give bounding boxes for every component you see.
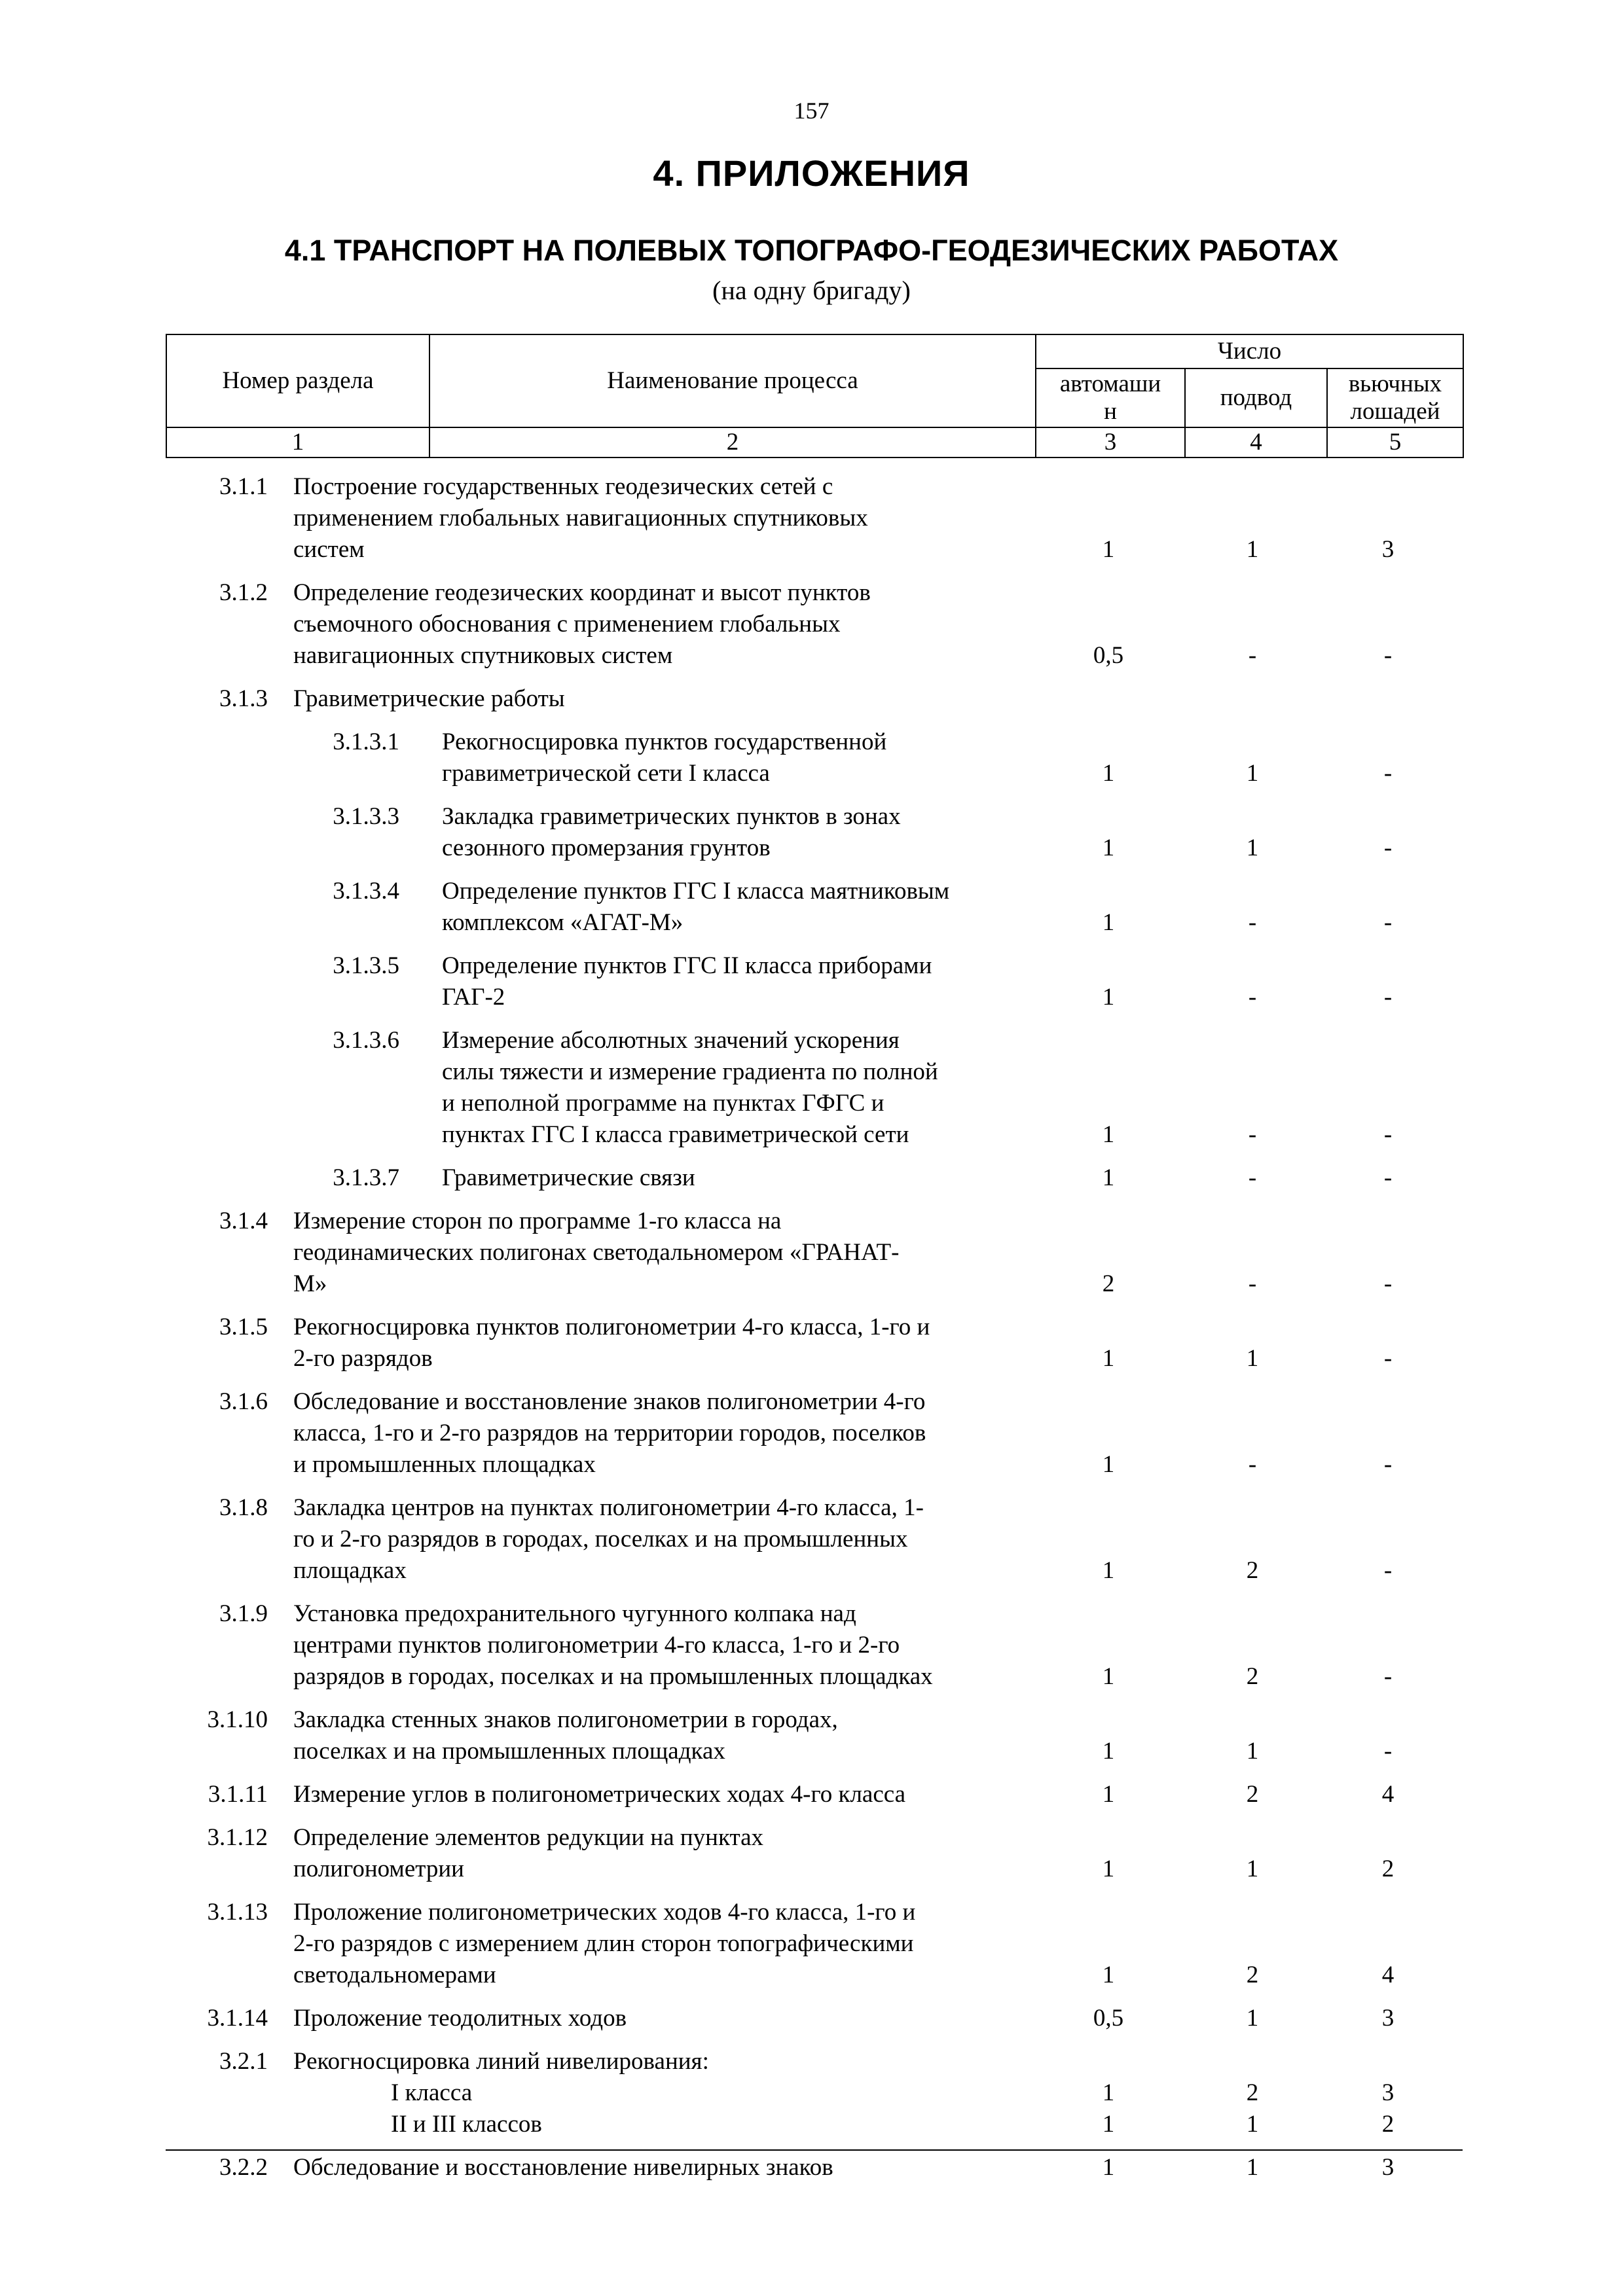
- row-values: [0, 2046, 1623, 2077]
- row-text-line: разрядов в городах, поселках и на промышленных площадках: [293, 1663, 933, 1690]
- row-values: [0, 2077, 1623, 2109]
- row-subsection-number: 3.1.3.6: [333, 1027, 399, 1054]
- row-value-horses: -: [1383, 1451, 1393, 1478]
- header-section-number: Номер раздела: [166, 334, 429, 427]
- section-subtitle: (на одну бригаду): [712, 276, 911, 305]
- row-value-cars: 0,5: [1093, 642, 1124, 669]
- row-text-line: Проложение теодолитных ходов: [293, 2005, 627, 2032]
- row-section-number: 3.1.4: [219, 1208, 268, 1234]
- row-values: [0, 2003, 1623, 2034]
- header-horses: [1327, 368, 1463, 427]
- row-section-number: 3.1.11: [208, 1781, 268, 1808]
- row-section-number: 3.1.14: [207, 2005, 268, 2032]
- row-text-line: навигационных спутниковых систем: [293, 642, 673, 669]
- row-section-number: 3.1.6: [219, 1388, 268, 1415]
- row-value-cars: 1: [1102, 2079, 1115, 2106]
- header-horses-line1: вьючных: [1348, 370, 1442, 397]
- table-row: [0, 577, 1623, 672]
- row-value-cars: 1: [1102, 1663, 1115, 1690]
- row-text-line: Гравиметрические связи: [442, 1164, 695, 1191]
- row-text-line: Рекогносцировка пунктов полигонометрии 4-го класса, 1-го и: [293, 1314, 930, 1340]
- row-value-cars: 1: [1102, 2154, 1115, 2181]
- row-value-horses: -: [1383, 909, 1393, 936]
- row-text-line: 2-го разрядов с измерением длин сторон топографическими: [293, 1930, 914, 1957]
- row-values: [0, 683, 1623, 715]
- row-section-number: 3.2.2: [219, 2154, 268, 2181]
- row-values: [0, 1736, 1623, 1767]
- row-text-line: Установка предохранительного чугунного колпака над: [293, 1600, 856, 1627]
- table-row: [0, 471, 1623, 565]
- row-text-line: Определение пунктов ГГС I класса маятниковым: [442, 878, 950, 905]
- row-value-cars: 1: [1102, 1345, 1115, 1372]
- row-text-line: сезонного промерзания грунтов: [442, 834, 771, 861]
- table-row: [0, 1598, 1623, 1693]
- row-text-line: Определение элементов редукции на пунктах: [293, 1824, 763, 1851]
- header-count: Число: [1036, 334, 1463, 368]
- table-row: [0, 1312, 1623, 1374]
- row-value-horses: -: [1383, 1345, 1393, 1372]
- row-text-line: Определение пунктов ГГС II класса приборами: [442, 952, 932, 979]
- row-value-carts: 1: [1246, 536, 1259, 563]
- row-text-line: и неполной программе на пунктах ГФГС и: [442, 1090, 884, 1117]
- row-value-carts: 1: [1246, 1345, 1259, 1372]
- table-row: [0, 2046, 1623, 2077]
- row-values: [0, 1661, 1623, 1693]
- row-section-number: 3.1.10: [207, 1706, 268, 1733]
- row-text-line: Закладка гравиметрических пунктов в зонах: [442, 803, 901, 830]
- row-text-line: Закладка стенных знаков полигонометрии в городах,: [293, 1706, 838, 1733]
- row-values: [0, 1555, 1623, 1587]
- row-text-line: пунктах ГГС I класса гравиметрической сети: [442, 1121, 909, 1148]
- row-values: [0, 1960, 1623, 1991]
- section-title: 4.1 ТРАНСПОРТ НА ПОЛЕВЫХ ТОПОГРАФО-ГЕОДЕЗИЧЕСКИХ РАБОТАХ: [284, 234, 1339, 267]
- row-value-cars: 1: [1102, 1962, 1115, 1988]
- row-value-cars: 1: [1102, 1557, 1115, 1584]
- row-text-line: полигонометрии: [293, 1856, 464, 1882]
- chapter-title: 4. ПРИЛОЖЕНИЯ: [653, 152, 970, 194]
- row-text-line: площадках: [293, 1557, 407, 1584]
- table-body: [0, 471, 1623, 2195]
- row-values: [0, 1343, 1623, 1374]
- row-text-line: Рекогносцировка пунктов государственной: [442, 728, 887, 755]
- row-value-horses: 4: [1381, 1962, 1395, 1988]
- header-carts: подвод: [1185, 368, 1327, 427]
- row-value-horses: -: [1383, 1557, 1393, 1584]
- row-text-line: ГАГ-2: [442, 984, 505, 1011]
- row-section-number: 3.1.9: [219, 1600, 268, 1627]
- row-values: [0, 1162, 1623, 1194]
- row-value-carts: 1: [1246, 834, 1259, 861]
- row-value-carts: 2: [1246, 1663, 1259, 1690]
- row-text-line: поселках и на промышленных площадках: [293, 1738, 725, 1765]
- row-value-cars: 1: [1102, 1451, 1115, 1478]
- row-value-carts: 2: [1246, 1962, 1259, 1988]
- row-section-number: 3.1.3: [219, 685, 268, 712]
- row-value-horses: -: [1383, 1121, 1393, 1148]
- row-value-horses: 3: [1381, 2005, 1395, 2032]
- row-value-carts: 1: [1246, 760, 1259, 787]
- row-text-line: класса, 1-го и 2-го разрядов на территории городов, поселков: [293, 1420, 926, 1446]
- row-text-line: съемочного обоснования с применением глобальных: [293, 611, 841, 637]
- row-section-number: 3.1.12: [207, 1824, 268, 1851]
- row-text-line: силы тяжести и измерение градиента по полной: [442, 1058, 938, 1085]
- row-text-line: комплексом «АГАТ-М»: [442, 909, 684, 936]
- row-values: [0, 534, 1623, 565]
- row-text-line: гравиметрической сети I класса: [442, 760, 770, 787]
- row-value-carts: -: [1248, 909, 1257, 936]
- row-text-line: Рекогносцировка линий нивелирования:: [293, 2048, 709, 2075]
- row-values: [0, 1449, 1623, 1480]
- row-value-carts: 2: [1246, 2079, 1259, 2106]
- table-row: [0, 2003, 1623, 2034]
- row-text-line: Закладка центров на пунктах полигонометрии 4-го класса, 1-: [293, 1494, 924, 1521]
- table-row: [0, 1025, 1623, 1151]
- table-row: [0, 2077, 1623, 2109]
- row-value-carts: -: [1248, 1270, 1257, 1297]
- row-values: [0, 907, 1623, 939]
- row-text-line: М»: [293, 1270, 327, 1297]
- header-cars-line2: н: [1104, 398, 1117, 425]
- row-text-line: Проложение полигонометрических ходов 4-го класса, 1-го и: [293, 1899, 916, 1926]
- row-value-carts: -: [1248, 642, 1257, 669]
- table-bottom-rule: [166, 2149, 1463, 2151]
- row-value-carts: 1: [1246, 1856, 1259, 1882]
- row-value-carts: 2: [1246, 1557, 1259, 1584]
- row-text-line: и промышленных площадках: [293, 1451, 596, 1478]
- row-section-number: 3.1.1: [219, 473, 268, 500]
- row-text-line: систем: [293, 536, 365, 563]
- row-value-horses: -: [1383, 1270, 1393, 1297]
- page-number: 157: [793, 98, 830, 124]
- column-number: 5: [1327, 427, 1463, 457]
- row-text-line: 2-го разрядов: [293, 1345, 433, 1372]
- row-value-horses: -: [1383, 760, 1393, 787]
- row-value-cars: 1: [1102, 536, 1115, 563]
- header-cars-line1: автомаши: [1059, 370, 1161, 397]
- row-value-cars: 0,5: [1093, 2005, 1124, 2032]
- table-row: [0, 2152, 1623, 2183]
- row-values: [0, 758, 1623, 789]
- row-section-number: 3.2.1: [219, 2048, 268, 2075]
- row-value-cars: 1: [1102, 1856, 1115, 1882]
- table-row: [0, 2109, 1623, 2140]
- row-value-horses: -: [1383, 1738, 1393, 1765]
- table-row: [0, 1206, 1623, 1300]
- row-value-cars: 1: [1102, 909, 1115, 936]
- table-row: [0, 1779, 1623, 1810]
- row-value-carts: 1: [1246, 2005, 1259, 2032]
- row-subsection-number: 3.1.3.7: [333, 1164, 399, 1191]
- row-subsection-number: 3.1.3.5: [333, 952, 399, 979]
- row-section-number: 3.1.8: [219, 1494, 268, 1521]
- table-row: [0, 1897, 1623, 1991]
- row-value-cars: 1: [1102, 1738, 1115, 1765]
- row-value-horses: 3: [1381, 2154, 1395, 2181]
- table-row: [0, 726, 1623, 789]
- header-process-name: Наименование процесса: [429, 334, 1036, 427]
- table-row: [0, 1386, 1623, 1480]
- row-values: [0, 1268, 1623, 1300]
- row-value-cars: 2: [1102, 1270, 1115, 1297]
- row-values: [0, 2152, 1623, 2183]
- row-value-carts: -: [1248, 984, 1257, 1011]
- row-value-horses: -: [1383, 1164, 1393, 1191]
- row-values: [0, 1779, 1623, 1810]
- row-value-horses: 4: [1381, 1781, 1395, 1808]
- row-value-cars: 1: [1102, 984, 1115, 1011]
- row-section-number: 3.1.2: [219, 579, 268, 606]
- row-text-line: Обследование и восстановление знаков полигонометрии 4-го: [293, 1388, 926, 1415]
- row-values: [0, 833, 1623, 864]
- header-horses-line2: лошадей: [1350, 398, 1440, 425]
- row-subsection-number: 3.1.3.1: [333, 728, 399, 755]
- row-value-carts: -: [1248, 1164, 1257, 1191]
- row-text-line: Измерение сторон по программе 1-го класса на: [293, 1208, 782, 1234]
- row-value-horses: 2: [1381, 2111, 1395, 2138]
- row-text-line: II и III классов: [391, 2111, 542, 2138]
- header-cars: [1036, 368, 1185, 427]
- row-text-line: го и 2-го разрядов в городах, поселках и на промышленных: [293, 1526, 908, 1552]
- row-values: [0, 640, 1623, 672]
- table-row: [0, 1492, 1623, 1587]
- row-value-horses: 3: [1381, 2079, 1395, 2106]
- row-text-line: центрами пунктов полигонометрии 4-го класса, 1-го и 2-го: [293, 1632, 900, 1659]
- row-text-line: Измерение углов в полигонометрических ходах 4-го класса: [293, 1781, 906, 1808]
- row-value-cars: 1: [1102, 834, 1115, 861]
- row-values: [0, 1119, 1623, 1151]
- table-row: [0, 950, 1623, 1013]
- column-number: 4: [1185, 427, 1327, 457]
- table-row: [0, 801, 1623, 864]
- row-text-line: Измерение абсолютных значений ускорения: [442, 1027, 900, 1054]
- row-value-carts: -: [1248, 1121, 1257, 1148]
- row-value-cars: 1: [1102, 760, 1115, 787]
- row-value-horses: 3: [1381, 536, 1395, 563]
- table-row: [0, 876, 1623, 939]
- row-value-horses: -: [1383, 642, 1393, 669]
- row-text-line: I класса: [391, 2079, 473, 2106]
- row-text-line: применением глобальных навигационных спутниковых: [293, 505, 868, 531]
- column-number: 3: [1036, 427, 1185, 457]
- row-subsection-number: 3.1.3.3: [333, 803, 399, 830]
- row-value-cars: 1: [1102, 1121, 1115, 1148]
- row-text-line: Построение государственных геодезических сетей с: [293, 473, 833, 500]
- row-subsection-number: 3.1.3.4: [333, 878, 399, 905]
- row-values: [0, 1854, 1623, 1885]
- row-text-line: Гравиметрические работы: [293, 685, 565, 712]
- row-value-carts: -: [1248, 1451, 1257, 1478]
- row-section-number: 3.1.13: [207, 1899, 268, 1926]
- row-value-carts: 1: [1246, 1738, 1259, 1765]
- table-row: [0, 1162, 1623, 1194]
- row-value-horses: -: [1383, 1663, 1393, 1690]
- table-row: [0, 1822, 1623, 1885]
- row-value-carts: 1: [1246, 2154, 1259, 2181]
- row-text-line: Обследование и восстановление нивелирных знаков: [293, 2154, 833, 2181]
- row-value-horses: -: [1383, 984, 1393, 1011]
- column-number: 2: [429, 427, 1036, 457]
- row-text-line: геодинамических полигонах светодальномером «ГРАНАТ-: [293, 1239, 900, 1266]
- table-row: [0, 683, 1623, 715]
- row-values: [0, 2109, 1623, 2140]
- table-header: [166, 334, 1464, 458]
- row-value-carts: 2: [1246, 1781, 1259, 1808]
- row-section-number: 3.1.5: [219, 1314, 268, 1340]
- row-value-horses: 2: [1381, 1856, 1395, 1882]
- row-value-cars: 1: [1102, 1164, 1115, 1191]
- row-value-cars: 1: [1102, 1781, 1115, 1808]
- row-value-carts: 1: [1246, 2111, 1259, 2138]
- row-text-line: светодальномерами: [293, 1962, 496, 1988]
- column-number: 1: [166, 427, 429, 457]
- table-row: [0, 1704, 1623, 1767]
- row-value-cars: 1: [1102, 2111, 1115, 2138]
- row-value-horses: -: [1383, 834, 1393, 861]
- row-text-line: Определение геодезических координат и высот пунктов: [293, 579, 871, 606]
- row-values: [0, 982, 1623, 1013]
